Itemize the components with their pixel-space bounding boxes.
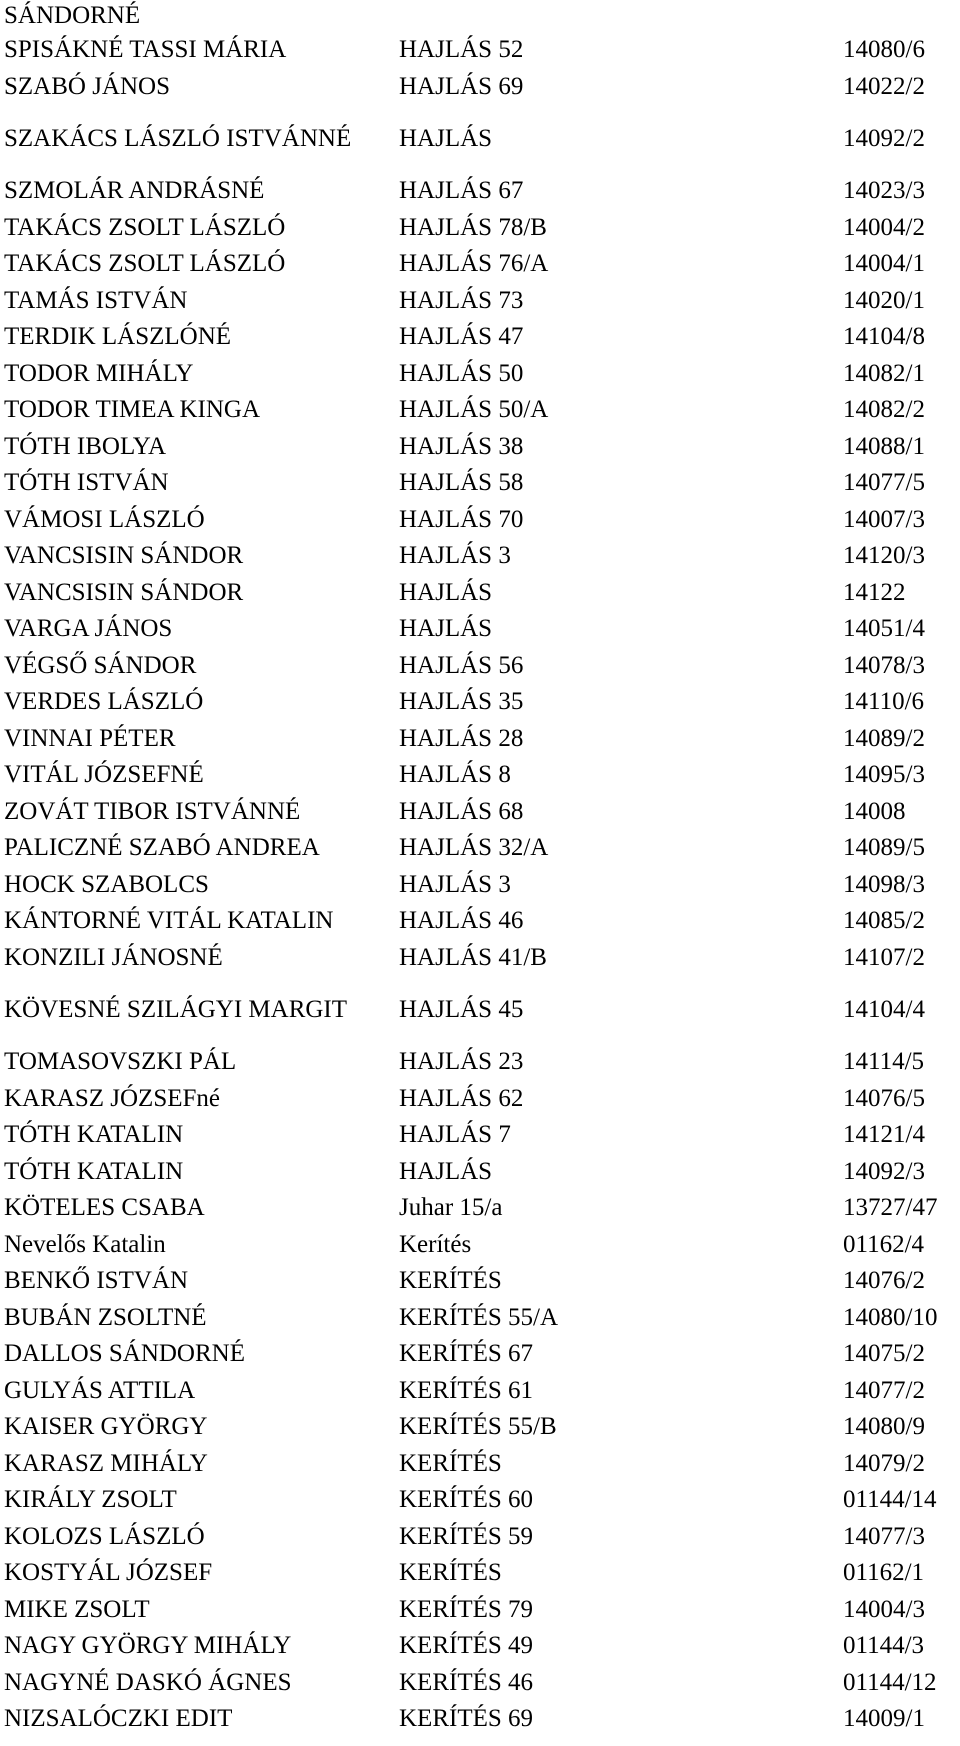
owner-name: TOMASOVSZKI PÁL: [4, 1048, 237, 1076]
lot-number: 14004/3: [843, 1595, 925, 1623]
list-row: [4, 684, 956, 721]
property-address: HAJLÁS 50: [399, 359, 524, 387]
property-address: KERÍTÉS: [399, 1559, 502, 1587]
list-row: [4, 830, 956, 867]
list-row: [4, 1300, 956, 1337]
property-address: HAJLÁS 70: [399, 505, 524, 533]
list-row: [4, 575, 956, 612]
lot-number: 14077/2: [843, 1376, 925, 1404]
lot-number: 14121/4: [843, 1121, 925, 1149]
owner-name: BENKŐ ISTVÁN: [4, 1267, 189, 1295]
owner-name: TODOR TIMEA KINGA: [4, 396, 261, 424]
list-row: [4, 903, 956, 940]
lot-number: 14104/4: [843, 996, 925, 1023]
list-row: [4, 1336, 956, 1373]
list-row: [4, 867, 956, 904]
lot-number: 14107/2: [843, 943, 925, 971]
lot-number: 14092/3: [843, 1157, 925, 1185]
owner-name: VÉGSŐ SÁNDOR: [4, 651, 197, 679]
list-row: [4, 1628, 956, 1665]
list-row: [4, 1263, 956, 1300]
property-address: HAJLÁS 35: [399, 688, 524, 716]
property-address: HAJLÁS 3: [399, 542, 511, 570]
owner-name: VÁMOSI LÁSZLÓ: [4, 505, 205, 533]
lot-number: 14114/5: [843, 1048, 925, 1076]
property-address: HAJLÁS 7: [399, 1121, 511, 1149]
list-row: [4, 1117, 956, 1154]
lot-number: 14075/2: [843, 1340, 925, 1368]
owner-name: NIZSALÓCZKI EDIT: [4, 1705, 233, 1733]
owner-name: TÓTH KATALIN: [4, 1121, 184, 1149]
list-row: [4, 69, 956, 106]
list-row: [4, 1519, 956, 1556]
owner-name: SZMOLÁR ANDRÁSNÉ: [4, 177, 265, 205]
owner-name: KÁNTORNÉ VITÁL KATALIN: [4, 907, 334, 935]
owner-name: KAISER GYÖRGY: [4, 1413, 208, 1441]
lot-number: 14076/5: [843, 1084, 925, 1112]
property-address: KERÍTÉS 61: [399, 1376, 534, 1404]
property-address: Kerítés: [399, 1230, 472, 1258]
owner-name: HOCK SZABOLCS: [4, 870, 209, 898]
property-address: HAJLÁS 50/A: [399, 396, 549, 424]
property-address: HAJLÁS 41/B: [399, 943, 547, 971]
list-row: [4, 1227, 956, 1264]
property-address: KERÍTÉS: [399, 1449, 502, 1477]
property-address: HAJLÁS: [399, 1157, 493, 1185]
owner-name: GULYÁS ATTILA: [4, 1376, 196, 1404]
lot-number: 14082/2: [843, 396, 925, 424]
owner-name: SZABÓ JÁNOS: [4, 72, 171, 100]
owner-name: KARASZ MIHÁLY: [4, 1449, 208, 1477]
property-address: HAJLÁS 76/A: [399, 250, 549, 278]
property-address: HAJLÁS 56: [399, 651, 524, 679]
owner-name: TÓTH ISTVÁN: [4, 469, 169, 497]
property-address: HAJLÁS 23: [399, 1048, 524, 1076]
owner-name: SPISÁKNÉ TASSI MÁRIA: [4, 36, 287, 64]
property-address: HAJLÁS 46: [399, 907, 524, 935]
property-address: HAJLÁS 3: [399, 870, 511, 898]
owner-name: TÓTH IBOLYA: [4, 432, 167, 460]
lot-number: 14085/2: [843, 907, 925, 935]
property-address: KERÍTÉS: [399, 1267, 502, 1295]
owner-name: MIKE ZSOLT: [4, 1595, 150, 1623]
property-address: HAJLÁS 47: [399, 323, 524, 351]
owner-name: NAGY GYÖRGY MIHÁLY: [4, 1632, 292, 1660]
lot-number: 14023/3: [843, 177, 925, 205]
property-address: Juhar 15/a: [399, 1194, 503, 1222]
lot-number: 14008: [843, 797, 906, 825]
owner-name: KÖTELES CSABA: [4, 1194, 205, 1222]
lot-number: 14082/1: [843, 359, 925, 387]
lot-number: 14092/2: [843, 125, 925, 152]
list-row: [4, 757, 956, 794]
list-row: [4, 502, 956, 539]
list-row: [4, 940, 956, 977]
owner-name: VANCSISIN SÁNDOR: [4, 578, 244, 606]
property-address: KERÍTÉS 49: [399, 1632, 534, 1660]
property-address: HAJLÁS 62: [399, 1084, 524, 1112]
owner-name: PALICZNÉ SZABÓ ANDREA: [4, 834, 320, 862]
lot-number: 01162/1: [843, 1559, 925, 1587]
property-address: KERÍTÉS 46: [399, 1668, 534, 1696]
lot-number: 14004/1: [843, 250, 925, 278]
property-address: HAJLÁS 78/B: [399, 213, 547, 241]
owner-name: KOSTYÁL JÓZSEF: [4, 1559, 213, 1587]
lot-number: 14080/9: [843, 1413, 925, 1441]
list-row: [4, 105, 956, 173]
owner-name: TAKÁCS ZSOLT LÁSZLÓ: [4, 213, 286, 241]
owner-name: VARGA JÁNOS: [4, 615, 173, 643]
lot-number: 14051/4: [843, 615, 925, 643]
owner-name: VANCSISIN SÁNDOR: [4, 542, 244, 570]
list-row: [4, 648, 956, 685]
property-address: KERÍTÉS 79: [399, 1595, 534, 1623]
property-address: HAJLÁS: [399, 125, 493, 152]
list-row: [4, 465, 956, 502]
lot-number: 14120/3: [843, 542, 925, 570]
list-row: [4, 356, 956, 393]
owner-name: TAMÁS ISTVÁN: [4, 286, 188, 314]
owner-name: KIRÁLY ZSOLT: [4, 1486, 177, 1514]
lot-number: 14080/6: [843, 36, 925, 64]
property-address: HAJLÁS 32/A: [399, 834, 549, 862]
owner-name: TAKÁCS ZSOLT LÁSZLÓ: [4, 250, 286, 278]
list-row: [4, 210, 956, 247]
lot-number: 14020/1: [843, 286, 925, 314]
lot-number: 14078/3: [843, 651, 925, 679]
owner-name: VINNAI PÉTER: [4, 724, 176, 752]
list-row: [4, 392, 956, 429]
list-row: [4, 1190, 956, 1227]
list-row: [4, 1373, 956, 1410]
document-page: [4, 0, 956, 1738]
property-address: HAJLÁS 52: [399, 36, 524, 64]
property-address: HAJLÁS 45: [399, 996, 524, 1023]
lot-number: 14122: [843, 578, 906, 606]
property-address: HAJLÁS 8: [399, 761, 511, 789]
lot-number: 13727/47: [843, 1194, 938, 1222]
owner-name: VERDES LÁSZLÓ: [4, 688, 204, 716]
list-row: [4, 721, 956, 758]
list-row: [4, 32, 956, 69]
owner-name: DALLOS SÁNDORNÉ: [4, 1340, 245, 1368]
list-row: [4, 1044, 956, 1081]
lot-number: 14077/5: [843, 469, 925, 497]
owner-list: [4, 32, 956, 1738]
property-address: KERÍTÉS 55/B: [399, 1413, 557, 1441]
owner-name: KOLOZS LÁSZLÓ: [4, 1522, 205, 1550]
lot-number: 14077/3: [843, 1522, 925, 1550]
owner-name: Nevelős Katalin: [4, 1230, 166, 1258]
lot-number: 01162/4: [843, 1230, 925, 1258]
list-row: [4, 976, 956, 1044]
owner-name: SZAKÁCS LÁSZLÓ ISTVÁNNÉ: [4, 125, 352, 152]
list-row: [4, 1665, 956, 1702]
lot-number: 14088/1: [843, 432, 925, 460]
list-row: [4, 794, 956, 831]
owner-name: NAGYNÉ DASKÓ ÁGNES: [4, 1668, 292, 1696]
list-row: [4, 429, 956, 466]
property-address: HAJLÁS 68: [399, 797, 524, 825]
list-row: [4, 319, 956, 356]
list-row: [4, 173, 956, 210]
lot-number: 14104/8: [843, 323, 925, 351]
list-row: [4, 1081, 956, 1118]
property-address: KERÍTÉS 69: [399, 1705, 534, 1733]
lot-number: 14098/3: [843, 870, 925, 898]
list-row: [4, 538, 956, 575]
previous-row-fragment: SÁNDORNÉ: [4, 2, 141, 29]
lot-number: 14009/1: [843, 1705, 925, 1733]
property-address: KERÍTÉS 67: [399, 1340, 534, 1368]
owner-name: KARASZ JÓZSEFné: [4, 1084, 220, 1112]
property-address: HAJLÁS 67: [399, 177, 524, 205]
list-row: [4, 283, 956, 320]
lot-number: 14080/10: [843, 1303, 938, 1331]
property-address: HAJLÁS 38: [399, 432, 524, 460]
property-address: KERÍTÉS 55/A: [399, 1303, 559, 1331]
list-row: [4, 611, 956, 648]
list-row: [4, 1154, 956, 1191]
owner-name: TÓTH KATALIN: [4, 1157, 184, 1185]
lot-number: 14007/3: [843, 505, 925, 533]
lot-number: 14022/2: [843, 72, 925, 100]
list-row: [4, 1446, 956, 1483]
property-address: HAJLÁS 73: [399, 286, 524, 314]
list-row: [4, 1555, 956, 1592]
list-row: [4, 1592, 956, 1629]
property-address: KERÍTÉS 60: [399, 1486, 534, 1514]
owner-name: KONZILI JÁNOSNÉ: [4, 943, 223, 971]
list-row: [4, 246, 956, 283]
lot-number: 14089/2: [843, 724, 925, 752]
property-address: HAJLÁS 69: [399, 72, 524, 100]
lot-number: 14004/2: [843, 213, 925, 241]
owner-name: KÖVESNÉ SZILÁGYI MARGIT: [4, 996, 348, 1023]
lot-number: 14089/5: [843, 834, 925, 862]
owner-name: ZOVÁT TIBOR ISTVÁNNÉ: [4, 797, 301, 825]
owner-name: VITÁL JÓZSEFNÉ: [4, 761, 204, 789]
property-address: HAJLÁS: [399, 578, 493, 606]
lot-number: 14095/3: [843, 761, 925, 789]
property-address: HAJLÁS 58: [399, 469, 524, 497]
lot-number: 01144/14: [843, 1486, 937, 1514]
list-row: [4, 1409, 956, 1446]
lot-number: 14079/2: [843, 1449, 925, 1477]
property-address: HAJLÁS: [399, 615, 493, 643]
owner-name: BUBÁN ZSOLTNÉ: [4, 1303, 207, 1331]
lot-number: 01144/3: [843, 1632, 925, 1660]
list-row: [4, 1482, 956, 1519]
lot-number: 14110/6: [843, 688, 925, 716]
owner-name: TODOR MIHÁLY: [4, 359, 194, 387]
lot-number: 14076/2: [843, 1267, 925, 1295]
owner-name: TERDIK LÁSZLÓNÉ: [4, 323, 232, 351]
lot-number: 01144/12: [843, 1668, 937, 1696]
property-address: HAJLÁS 28: [399, 724, 524, 752]
property-address: KERÍTÉS 59: [399, 1522, 534, 1550]
list-row: [4, 1701, 956, 1738]
